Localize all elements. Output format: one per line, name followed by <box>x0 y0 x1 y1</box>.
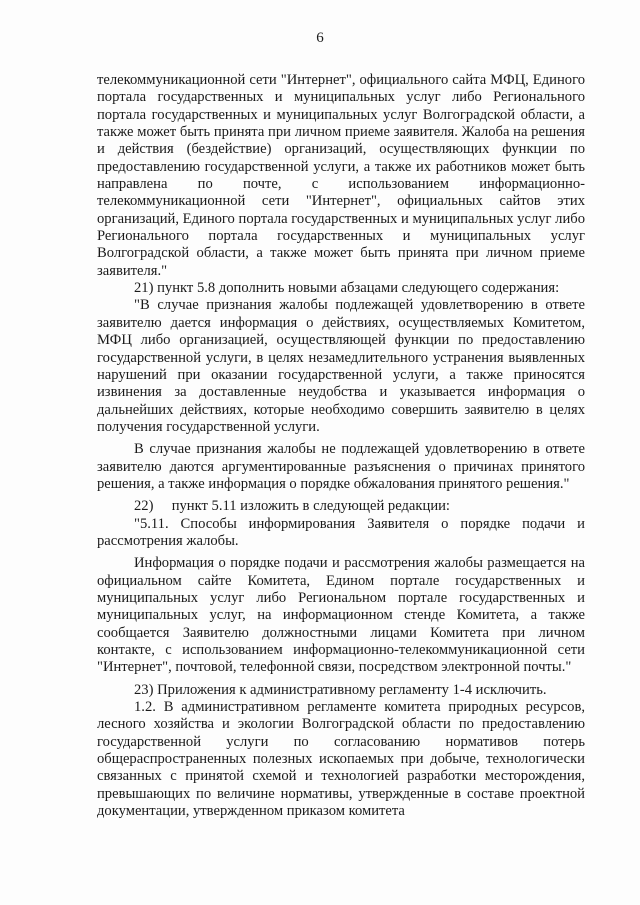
document-body <box>97 72 585 820</box>
paragraph-complaint-satisfied: "В случае признания жалобы подлежащей удовлетворению в ответе заявителю дается информация о действиях, осуществляемых Комитетом, МФЦ либо организацией, осуществляющей функции по предоставлению государственной услуги, в целях незамедлительного устранения выявленных нарушений при оказании государственной услуги, а также приносятся извинения за доставленные неудобства и указывается информация о дальнейших действиях, которые необходимо совершить заявителю в целях получения государственной услуги. <box>97 297 585 435</box>
paragraph-section-5-11: "5.11. Способы информирования Заявителя о порядке подачи и рассмотрения жалобы. <box>97 515 585 549</box>
paragraph-information-placement: Информация о порядке подачи и рассмотрения жалобы размещается на официальном сайте Комитета, Едином портале государственных и муниципальных услуг либо Региональном портале государственных и муниципальных услуг, на информационном стенде Комитета, а также сообщается Заявителю должностными лицами Комитета при личном контакте, с использованием информационно-телекоммуникационной сети "Интернет", почтовой, телефонной связи, посредством электронной почты." <box>97 555 585 676</box>
paragraph-complaint-rejected: В случае признания жалобы не подлежащей удовлетворению в ответе заявителю даются аргументированные разъяснения о причинах принятого решения, а также информация о порядке обжалования принятого решения." <box>97 441 585 492</box>
paragraph-item-23: 23) Приложения к административному регламенту 1-4 исключить. <box>134 681 547 698</box>
paragraph-complaint-channels: телекоммуникационной сети "Интернет", официального сайта МФЦ, Единого портала государственных и муниципальных услуг либо Регионального портала государственных и муниципальных услуг Волгоградской области, а также может быть принята при личном приеме заявителя. Жалоба на решения и действия (бездействие) организаций, осуществляющих функции по предоставлению государственной услуги, а также их работников может быть направлена по почте, с использованием информационно-телекоммуникационной сети "Интернет", официальных сайтов этих организаций, Единого портала государственных и муниципальных услуг либо Регионального портала государственных и муниципальных услуг Волгоградской области, а также может быть принята при личном приеме заявителя." <box>97 72 585 279</box>
page-number: 6 <box>316 30 324 46</box>
paragraph-section-1-2: 1.2. В административном регламенте комитета природных ресурсов, лесного хозяйства и экологии Волгоградской области по предоставлению государственной услуги по согласованию нормативов потерь общераспространенных полезных ископаемых при добыче, технологически связанных с принятой схемой и технологией разработки месторождения, превышающих по величине нормативы, утвержденные в составе проектной документации, утвержденном приказом комитета <box>97 699 585 820</box>
paragraph-item-22: 22) пункт 5.11 изложить в следующей редакции: <box>134 498 450 515</box>
paragraph-item-21: 21) пункт 5.8 дополнить новыми абзацами следующего содержания: <box>134 280 560 297</box>
